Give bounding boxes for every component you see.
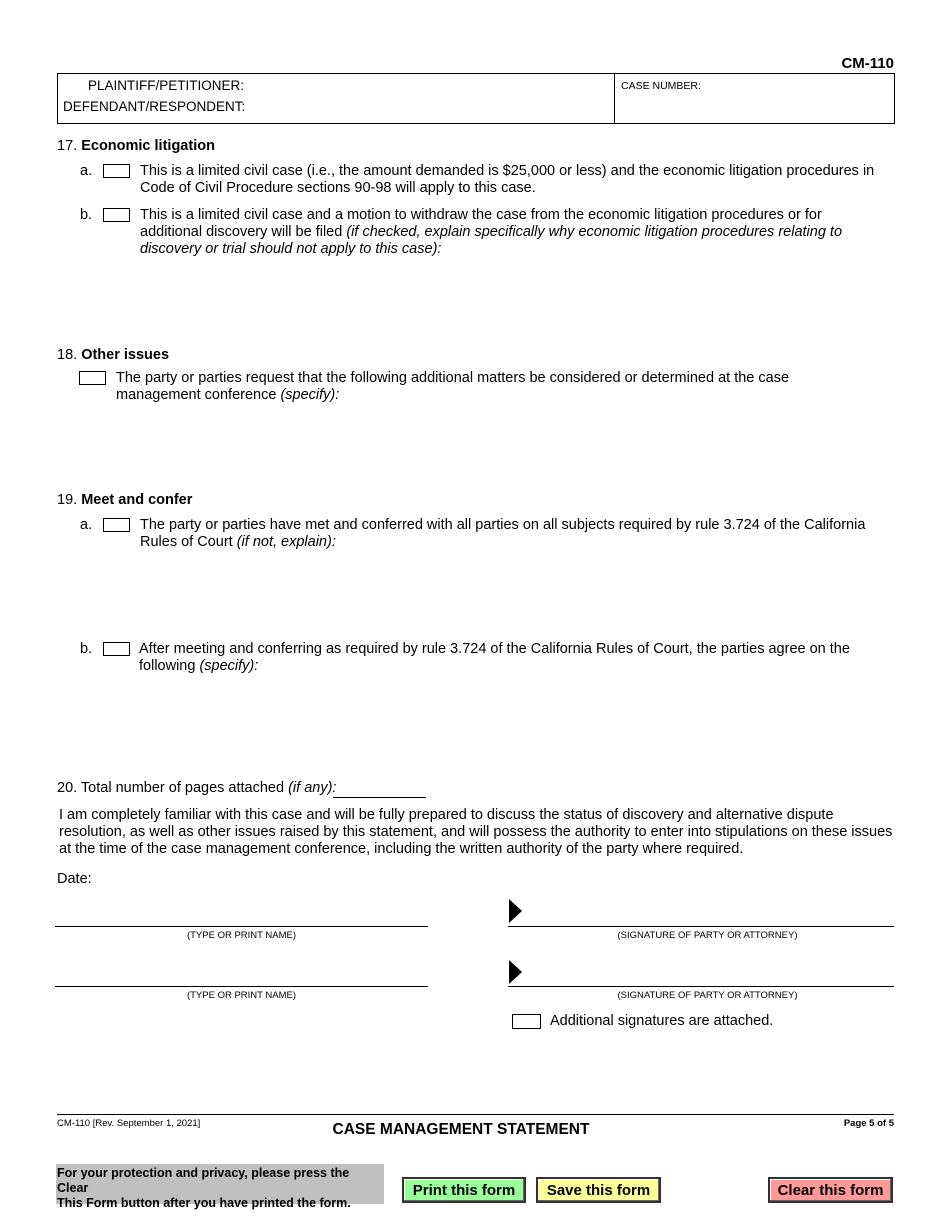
page-number: Page 5 of 5 <box>843 1118 894 1129</box>
date-field[interactable] <box>95 869 299 889</box>
item-19b-checkbox[interactable] <box>103 642 130 656</box>
signature-arrow-icon <box>509 960 522 984</box>
footer-divider <box>57 1114 894 1115</box>
item-20-italic: (if any): <box>288 780 337 796</box>
plaintiff-field[interactable] <box>258 77 612 97</box>
item-19b-italic: (specify): <box>199 658 259 674</box>
item-18-text <box>116 370 876 404</box>
case-caption <box>57 73 895 124</box>
item-17b-main: This is a limited civil case and a motion to withdraw the case from the economic litigation procedures or for additional discovery will be filed <box>140 207 822 240</box>
section-18-title: Other issues <box>81 347 170 363</box>
form-revision: CM-110 [Rev. September 1, 2021] <box>57 1118 201 1129</box>
privacy-notice <box>56 1164 384 1210</box>
case-number-label: CASE NUMBER: <box>621 80 701 92</box>
plaintiff-label: PLAINTIFF/PETITIONER: <box>88 78 245 93</box>
item-18-specify[interactable] <box>116 406 890 490</box>
section-19-title: Meet and confer <box>81 492 193 508</box>
item-20-main: 20. Total number of pages attached <box>57 780 285 796</box>
item-17a-letter: a. <box>80 163 93 179</box>
case-number-field[interactable] <box>621 98 890 118</box>
print-name-line-1 <box>55 926 428 927</box>
pages-attached-field[interactable] <box>333 779 426 798</box>
print-name-line-2 <box>55 986 428 987</box>
section-17-title: Economic litigation <box>81 138 215 154</box>
item-17b-explanation[interactable] <box>140 260 894 334</box>
privacy-notice-line-1: For your protection and privacy, please press the Clear <box>57 1166 350 1195</box>
item-19a-explanation[interactable] <box>140 553 894 637</box>
item-19b-main: After meeting and conferring as required by rule 3.724 of the California Rules of Court, the parties agree on the following <box>139 641 850 674</box>
item-17b-letter: b. <box>80 207 93 223</box>
date-label: Date: <box>57 871 92 887</box>
signature-caption-2: (SIGNATURE OF PARTY OR ATTORNEY) <box>617 990 798 1001</box>
item-18-italic: (specify): <box>280 387 340 403</box>
print-name-caption-2: (TYPE OR PRINT NAME) <box>186 990 297 1001</box>
item-19a-italic: (if not, explain): <box>236 534 336 550</box>
additional-signatures-checkbox[interactable] <box>512 1014 541 1029</box>
item-18-main: The party or parties request that the following additional matters be considered or determined at the case management conference <box>116 370 790 403</box>
form-title: CASE MANAGEMENT STATEMENT <box>332 1121 590 1138</box>
item-17a-checkbox[interactable] <box>103 164 130 178</box>
clear-form-button[interactable]: Clear this form <box>768 1177 893 1203</box>
signature-line-1 <box>508 926 894 927</box>
section-19-number: 19. <box>57 492 78 508</box>
item-19a-text <box>140 517 895 551</box>
form-id: CM-110 <box>841 55 894 72</box>
case-number-box <box>615 74 894 123</box>
item-18-checkbox[interactable] <box>79 371 106 385</box>
section-18-number: 18. <box>57 347 78 363</box>
defendant-label: DEFENDANT/RESPONDENT: <box>63 99 246 114</box>
section-19-heading <box>57 492 192 508</box>
section-17-heading <box>57 138 215 154</box>
item-17b-italic: (if checked, explain specifically why economic litigation procedures relating to discovery or trial should not apply to this case): <box>140 224 843 257</box>
item-19b-text <box>139 641 894 675</box>
item-19a-checkbox[interactable] <box>103 518 130 532</box>
defendant-field[interactable] <box>258 99 612 119</box>
print-name-field-2[interactable] <box>56 966 430 986</box>
section-18-heading <box>57 347 169 363</box>
party-caption <box>58 74 615 123</box>
item-17a-text: This is a limited civil case (i.e., the amount demanded is $25,000 or less) and the economic litigation procedures in Code of Civil Procedure sections 90-98 will apply to this case. <box>140 163 875 196</box>
additional-signatures-label: Additional signatures are attached. <box>550 1013 774 1029</box>
declaration-text: I am completely familiar with this case and will be fully prepared to discuss the status of discovery and alternative dispute resolution, as well as other issues raised by this statement, and will possess the authority to enter into stipulations on these issues at the time of the case management conference, including the written authority of the party where required. <box>59 807 893 857</box>
item-17b-checkbox[interactable] <box>103 208 130 222</box>
item-19b-letter: b. <box>80 641 93 657</box>
item-17b-text <box>140 207 875 258</box>
section-17-number: 17. <box>57 138 78 154</box>
item-19b-specify[interactable] <box>139 677 893 771</box>
privacy-notice-line-2: This Form button after you have printed the form. <box>57 1196 351 1210</box>
item-20-text <box>57 780 336 797</box>
signature-arrow-icon <box>509 899 522 923</box>
print-name-field-1[interactable] <box>56 905 430 925</box>
signature-line-2 <box>508 986 894 987</box>
item-19a-main: The party or parties have met and conferred with all parties on all subjects required by rule 3.724 of the California Rules of Court <box>140 517 866 550</box>
item-19a-letter: a. <box>80 517 93 533</box>
print-form-button[interactable]: Print this form <box>402 1177 526 1203</box>
save-form-button[interactable]: Save this form <box>536 1177 661 1203</box>
signature-caption-1: (SIGNATURE OF PARTY OR ATTORNEY) <box>617 930 798 941</box>
print-name-caption-1: (TYPE OR PRINT NAME) <box>186 930 297 941</box>
